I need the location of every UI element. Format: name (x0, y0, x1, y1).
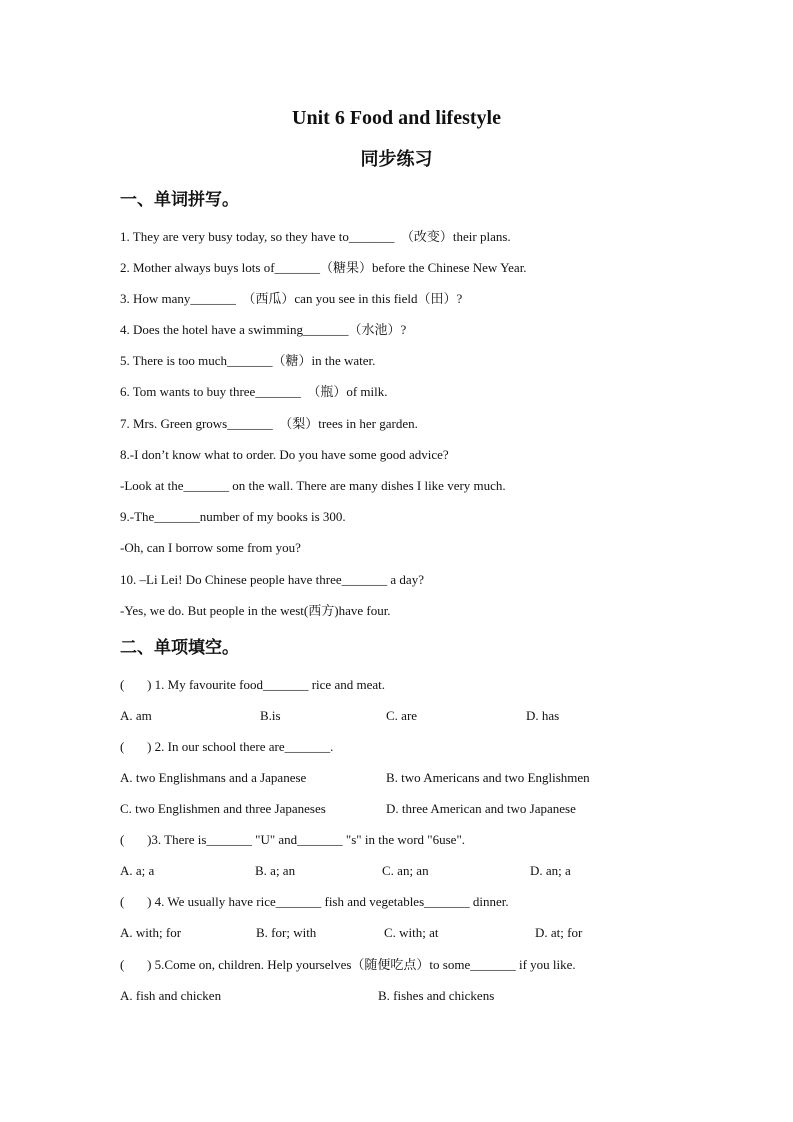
option-c: C. are (386, 708, 418, 723)
option-c: C. with; at (384, 925, 439, 940)
spelling-line: 3. How many_______ （西瓜）can you see in this field（田）? (120, 291, 463, 306)
option-d: D. has (526, 708, 560, 723)
option-c: C. an; an (382, 863, 429, 878)
option-d: D. an; a (530, 863, 571, 878)
question-stem: ( ) 4. We usually have rice_______ fish and vegetables_______ dinner. (120, 894, 509, 909)
option-b: B. two Americans and two Englishmen (386, 770, 590, 785)
question-stem: ( )3. There is_______ "U" and_______ "s" in the word "6use". (120, 832, 466, 847)
question-stem: ( ) 5.Come on, children. Help yourselves（随便吃点）to some_______ if you like. (120, 957, 576, 972)
spelling-line: 10. –Li Lei! Do Chinese people have three_______ a day? (120, 572, 424, 587)
spelling-line: 6. Tom wants to buy three_______ （瓶）of milk. (120, 384, 388, 399)
spelling-line: 7. Mrs. Green grows_______ （梨）trees in her garden. (120, 416, 418, 431)
option-a: A. two Englishmans and a Japanese (120, 770, 307, 785)
spelling-line: 2. Mother always buys lots of_______（糖果）before the Chinese New Year. (120, 260, 527, 275)
option-a: A. am (120, 708, 152, 723)
spelling-line: 9.-The_______number of my books is 300. (120, 509, 346, 524)
spelling-line: -Yes, we do. But people in the west(西方)have four. (120, 603, 391, 618)
section-heading-choice: 二、单项填空。 (120, 638, 239, 658)
document-title: Unit 6 Food and lifestyle (292, 107, 501, 129)
option-c: C. two Englishmen and three Japaneses (120, 801, 326, 816)
option-b: B.is (260, 708, 281, 723)
option-b: B. for; with (256, 925, 317, 940)
spelling-line: 4. Does the hotel have a swimming_______（水池）? (120, 322, 407, 337)
question-stem: ( ) 2. In our school there are_______. (120, 739, 334, 754)
option-d: D. at; for (535, 925, 583, 940)
section-heading-spelling: 一、单词拼写。 (120, 190, 239, 210)
spelling-line: 1. They are very busy today, so they have to_______ （改变）their plans. (120, 229, 511, 244)
spelling-line: -Look at the_______ on the wall. There are many dishes I like very much. (120, 478, 506, 493)
option-a: A. fish and chicken (120, 988, 222, 1003)
document-subtitle: 同步练习 (360, 149, 433, 169)
option-d: D. three American and two Japanese (386, 801, 576, 816)
option-b: B. a; an (255, 863, 296, 878)
spelling-line: -Oh, can I borrow some from you? (120, 540, 301, 555)
option-b: B. fishes and chickens (378, 988, 495, 1003)
option-a: A. a; a (120, 863, 155, 878)
question-stem: ( ) 1. My favourite food_______ rice and meat. (120, 677, 385, 692)
spelling-line: 8.-I don’t know what to order. Do you have some good advice? (120, 447, 449, 462)
option-a: A. with; for (120, 925, 182, 940)
spelling-line: 5. There is too much_______（糖）in the water. (120, 353, 376, 368)
